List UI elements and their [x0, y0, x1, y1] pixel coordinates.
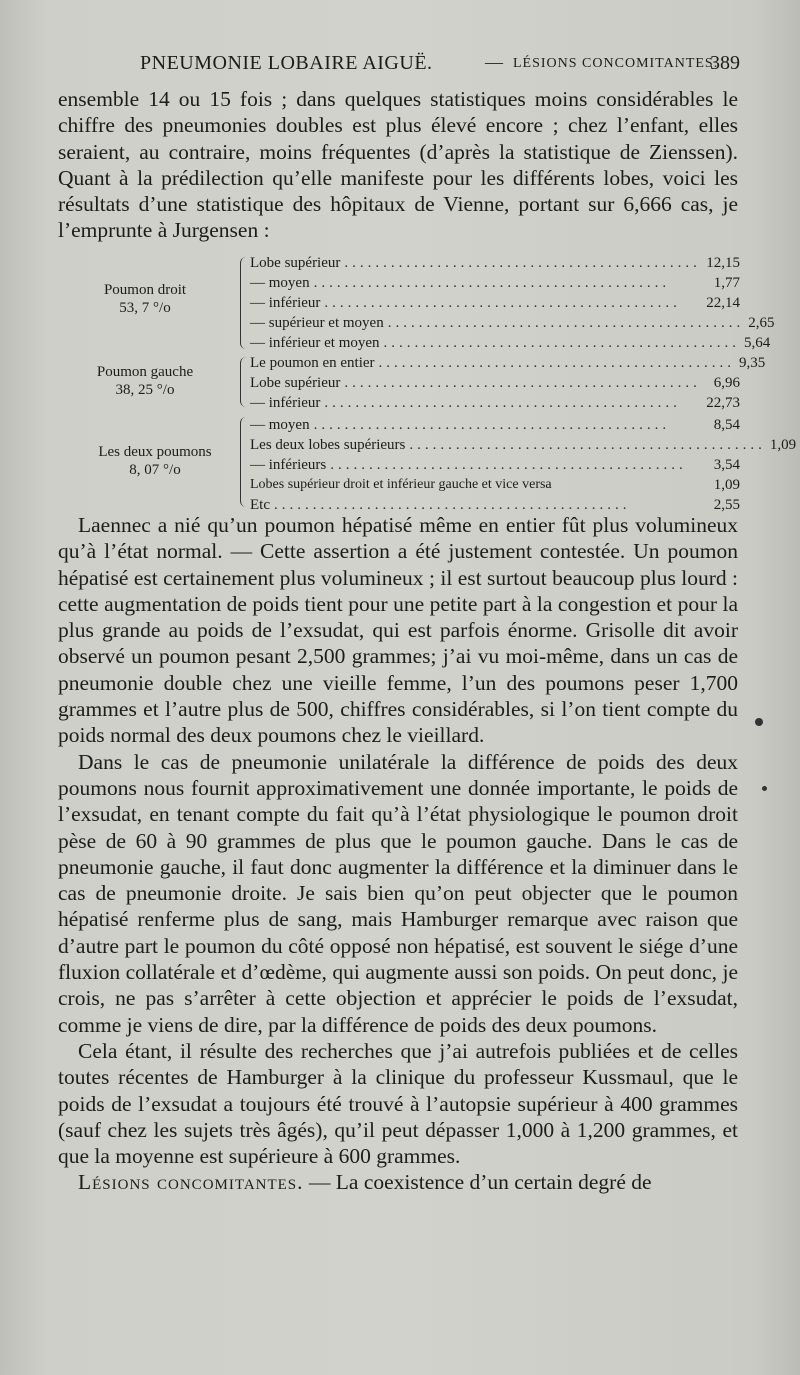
row-value: 5,64 — [744, 335, 771, 351]
group-percentage: 38, 25 °/o — [115, 382, 175, 398]
table-row: Lobe supérieur .............................................. 12,15 — [250, 255, 740, 271]
table-row: Lobe supérieur .............................................. 6,96 — [250, 375, 740, 391]
row-value: 2,55 — [713, 497, 740, 513]
brace-deux — [240, 417, 247, 507]
row-value: 22,14 — [706, 295, 740, 311]
table-row: — inférieur .............................................. 22,14 — [250, 295, 740, 311]
section-heading: Lésions concomitantes. — [78, 1170, 304, 1195]
row-label: Lobe supérieur — [250, 255, 341, 271]
group-name: Poumon gauche — [96, 364, 194, 380]
table-row: — supérieur et moyen .............................................. 2,65 — [250, 315, 775, 331]
row-label: Le poumon en entier — [250, 355, 375, 371]
ink-spot — [755, 718, 763, 726]
page-number: 389 — [710, 52, 740, 74]
row-label: — inférieur — [250, 395, 321, 411]
table-row: Le poumon en entier .............................................. 9,35 — [250, 355, 766, 371]
table-row — [250, 475, 740, 495]
paragraph: Dans le cas de pneumonie unilatérale la différence de poids des deux poumons nous fournit approximativement une donnée importante, le poids de l’exsudat, en tenant compte du fait qu’à l’état physiologique le poumon droit pèse de 60 à 90 grammes de plus que le poumon gauche. Dans le cas de pneumonie gauche, il faut donc augmenter la différence et la diminuer dans le cas de pneumonie droite. Je sais bien qu’on peut objecter que le poumon hépatisé renferme plus de sang, mais Hamburger remarque avec raison que d’autre part le poumon du côté opposé non hépatisé, est souvent le siége d’une fluxion collatérale et d’œdème, qui augmente aussi son poids. On peut donc, je crois, ne pas s’arrêter à cette objection et apprécier le poids de l’exsudat, comme je viens de dire, par la différence de poids des deux poumons. — [58, 749, 738, 1037]
row-label: Lobes supérieur droit et inférieur gauche et vice versa — [250, 477, 552, 492]
table-row: — inférieur .............................................. 22,73 — [250, 395, 740, 411]
row-value: 12,15 — [706, 255, 740, 271]
intro-paragraph: ensemble 14 ou 15 fois ; dans quelques statistiques moins considérables le chiffre des pneumonies doubles est plus élevé encore ; chez l’enfant, elles seraient, au contraire, moins fréquentes (d’après la statistique de Zienssen). Quant à la prédilection qu’elle manifeste pour les différents lobes, voici les résultats d’une statistique des hôpitaux de Vienne, portant sur 6,666 cas, je l’emprunte à Jurgensen : — [58, 87, 738, 243]
row-value: 8,54 — [713, 417, 740, 433]
row-value: 22,73 — [706, 395, 740, 411]
table-row: Etc .............................................. 2,55 — [250, 497, 740, 513]
row-label: — supérieur et moyen — [250, 315, 384, 331]
group-poumon-gauche — [80, 363, 210, 399]
row-label: Etc — [250, 497, 270, 513]
table-row: — moyen .............................................. 1,77 — [250, 275, 740, 291]
header-section: LÉSIONS CONCOMITANTES. — [513, 56, 719, 71]
row-value: 1,09 — [769, 437, 797, 453]
row-value: 6,96 — [713, 375, 740, 391]
group-percentage: 53, 7 °/o — [119, 300, 171, 316]
row-label: Les deux lobes supérieurs — [250, 437, 406, 453]
row-label: Lobe supérieur — [250, 375, 341, 391]
section-start-line — [58, 1169, 738, 1195]
ink-spot — [762, 786, 767, 791]
group-name: Les deux poumons — [98, 444, 212, 460]
brace-droit — [240, 257, 247, 349]
running-header — [60, 50, 740, 80]
group-deux-poumons — [80, 443, 230, 479]
section-first-text: La coexistence d’un certain degré de — [335, 1170, 652, 1195]
body-text — [58, 512, 738, 1196]
lobe-statistics-table — [80, 253, 797, 513]
paragraph: Laennec a nié qu’un poumon hépatisé même en entier fût plus volumineux qu’à l’état normal. — Cette assertion a été justement contestée. Un poumon hépatisé est certainement plus volumineux ; il est surtout beaucoup plus lourd : cette augmentation de poids tient pour une petite part à la congestion et pour la plus grande au poids de l’exsudat, qui est parfois énorme. Grisolle dit avoir observé un poumon pesant 2,500 grammes; j’ai vu moi-même, dans un cas de pneumonie double chez une vieille femme, l’un des poumons peser 1,700 grammes et l’autre plus de 500, chiffres considérables, si l’on tient compte du poids normal des deux poumons chez le vieillard. — [58, 513, 738, 748]
group-percentage: 8, 07 °/o — [129, 462, 181, 478]
row-value: 2,65 — [748, 315, 775, 331]
paragraph: Cela étant, il résulte des recherches que j’ai autrefois publiées et de celles toutes récentes de Hamburger à la clinique du professeur Kussmaul, que le poids de l’exsudat a toujours été trouvé à l’autopsie supérieur à 400 grammes (sauf chez les sujets très âgés), qu’il peut dépasser 1,000 à 1,200 grammes, et que la moyenne est supérieure à 600 grammes. — [58, 1038, 738, 1169]
table-row: Les deux lobes supérieurs .............................................. 1,09 — [250, 437, 797, 453]
table-row: — moyen .............................................. 8,54 — [250, 417, 740, 433]
row-label: — inférieur — [250, 295, 321, 311]
row-value: 1,77 — [713, 275, 740, 291]
row-label: — inférieur et moyen — [250, 335, 380, 351]
row-label: — moyen — [250, 417, 310, 433]
row-value: 9,35 — [739, 355, 766, 371]
group-poumon-droit — [80, 281, 210, 317]
row-value: 1,09 — [713, 477, 740, 493]
header-dash: — — [485, 52, 503, 72]
row-label: — inférieurs — [250, 457, 327, 473]
section-heading-dash: — — [308, 1170, 331, 1195]
intro-paragraph-block — [58, 86, 738, 244]
table-row: — inférieur et moyen .............................................. 5,64 — [250, 335, 771, 351]
row-label: — moyen — [250, 275, 310, 291]
brace-gauche — [240, 357, 247, 407]
table-row: — inférieurs .............................................. 3,54 — [250, 457, 740, 473]
row-value: 3,54 — [713, 457, 740, 473]
header-title: PNEUMONIE LOBAIRE AIGUË. — [140, 52, 433, 74]
group-name: Poumon droit — [103, 282, 187, 298]
